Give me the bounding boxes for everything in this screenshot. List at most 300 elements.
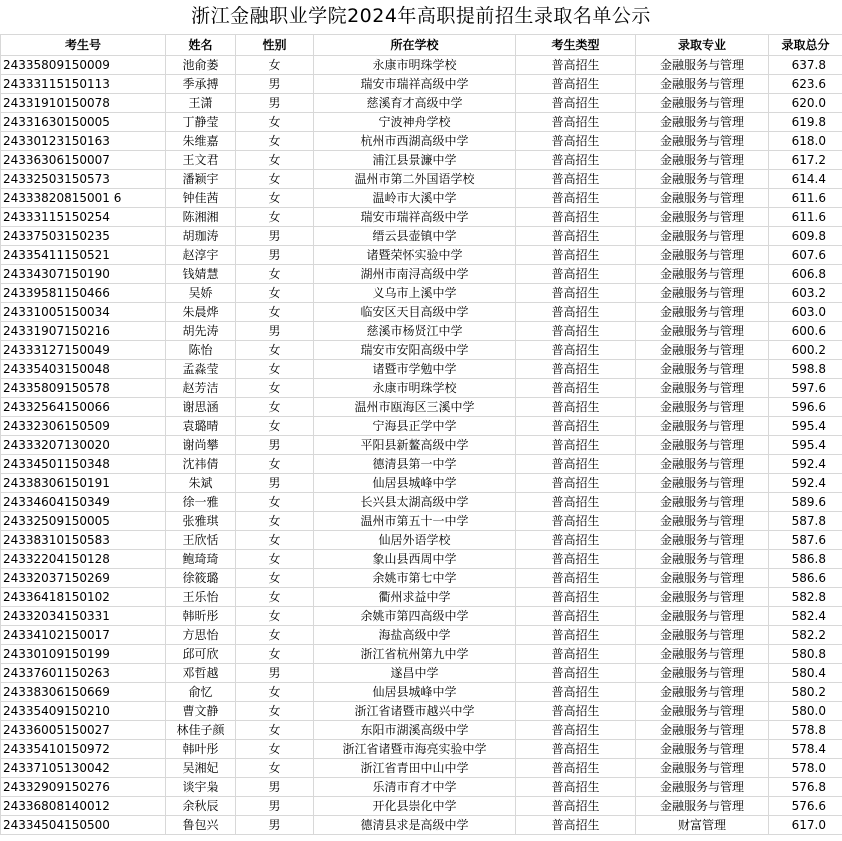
name-cell: 吴湘妃 — [166, 759, 236, 778]
school-cell: 瑞安市瑞祥高级中学 — [314, 208, 516, 227]
major-cell: 金融服务与管理 — [636, 189, 769, 208]
candidate-type-cell: 普高招生 — [516, 531, 636, 550]
school-cell: 平阳县新鳌高级中学 — [314, 436, 516, 455]
score-cell: 578.0 — [769, 759, 842, 778]
school-cell: 衢州求益中学 — [314, 588, 516, 607]
exam-id-cell: 24332204150128 — [1, 550, 166, 569]
name-cell: 丁静莹 — [166, 113, 236, 132]
table-row — [1, 265, 842, 284]
score-cell: 587.6 — [769, 531, 842, 550]
school-cell: 宁波神舟学校 — [314, 113, 516, 132]
exam-id-cell: 24331907150216 — [1, 322, 166, 341]
school-cell: 德清县第一中学 — [314, 455, 516, 474]
col-header-candidate-type: 考生类型 — [516, 35, 636, 56]
candidate-type-cell: 普高招生 — [516, 797, 636, 816]
exam-id-cell: 24331005150034 — [1, 303, 166, 322]
candidate-type-cell: 普高招生 — [516, 398, 636, 417]
exam-id-cell: 24337105130042 — [1, 759, 166, 778]
gender-cell: 女 — [236, 303, 314, 322]
score-cell: 611.6 — [769, 208, 842, 227]
gender-cell: 女 — [236, 493, 314, 512]
gender-cell: 女 — [236, 607, 314, 626]
gender-cell: 女 — [236, 170, 314, 189]
major-cell: 金融服务与管理 — [636, 436, 769, 455]
table-row — [1, 303, 842, 322]
major-cell: 金融服务与管理 — [636, 664, 769, 683]
table-row — [1, 512, 842, 531]
table-row — [1, 683, 842, 702]
name-cell: 吴娇 — [166, 284, 236, 303]
major-cell: 金融服务与管理 — [636, 588, 769, 607]
name-cell: 池俞萎 — [166, 56, 236, 75]
major-cell: 金融服务与管理 — [636, 512, 769, 531]
table-row — [1, 113, 842, 132]
table-row — [1, 664, 842, 683]
name-cell: 邓哲越 — [166, 664, 236, 683]
gender-cell: 女 — [236, 588, 314, 607]
school-cell: 浙江省诸暨市海亮实验中学 — [314, 740, 516, 759]
table-row — [1, 189, 842, 208]
exam-id-cell: 24335809150009 — [1, 56, 166, 75]
name-cell: 谢思涵 — [166, 398, 236, 417]
major-cell: 金融服务与管理 — [636, 683, 769, 702]
table-row — [1, 227, 842, 246]
table-row — [1, 645, 842, 664]
table-row — [1, 360, 842, 379]
exam-id-cell: 24339581150466 — [1, 284, 166, 303]
name-cell: 潘颖宇 — [166, 170, 236, 189]
score-cell: 607.6 — [769, 246, 842, 265]
table-row — [1, 759, 842, 778]
table-row — [1, 170, 842, 189]
gender-cell: 女 — [236, 56, 314, 75]
school-cell: 义乌市上溪中学 — [314, 284, 516, 303]
exam-id-cell: 24335411150521 — [1, 246, 166, 265]
name-cell: 沈祎倩 — [166, 455, 236, 474]
score-cell: 637.8 — [769, 56, 842, 75]
school-cell: 仙居县城峰中学 — [314, 474, 516, 493]
gender-cell: 女 — [236, 512, 314, 531]
major-cell: 金融服务与管理 — [636, 208, 769, 227]
exam-id-cell: 24332306150509 — [1, 417, 166, 436]
major-cell: 金融服务与管理 — [636, 645, 769, 664]
gender-cell: 女 — [236, 721, 314, 740]
score-cell: 617.2 — [769, 151, 842, 170]
table-row — [1, 531, 842, 550]
school-cell: 浙江省诸暨市越兴中学 — [314, 702, 516, 721]
school-cell: 慈溪市杨贤江中学 — [314, 322, 516, 341]
school-cell: 浙江省青田中山中学 — [314, 759, 516, 778]
col-header-gender: 性别 — [236, 35, 314, 56]
gender-cell: 男 — [236, 246, 314, 265]
gender-cell: 女 — [236, 151, 314, 170]
major-cell: 金融服务与管理 — [636, 75, 769, 94]
candidate-type-cell: 普高招生 — [516, 322, 636, 341]
table-row — [1, 816, 842, 835]
table-row — [1, 208, 842, 227]
gender-cell: 男 — [236, 664, 314, 683]
major-cell: 金融服务与管理 — [636, 246, 769, 265]
gender-cell: 女 — [236, 341, 314, 360]
exam-id-cell: 24332909150276 — [1, 778, 166, 797]
major-cell: 金融服务与管理 — [636, 360, 769, 379]
gender-cell: 女 — [236, 189, 314, 208]
name-cell: 王欣恬 — [166, 531, 236, 550]
score-cell: 619.8 — [769, 113, 842, 132]
score-cell: 623.6 — [769, 75, 842, 94]
candidate-type-cell: 普高招生 — [516, 341, 636, 360]
exam-id-cell: 24335409150210 — [1, 702, 166, 721]
table-row — [1, 75, 842, 94]
score-cell: 576.8 — [769, 778, 842, 797]
name-cell: 朱晨烨 — [166, 303, 236, 322]
major-cell: 金融服务与管理 — [636, 284, 769, 303]
major-cell: 金融服务与管理 — [636, 303, 769, 322]
exam-id-cell: 24338310150583 — [1, 531, 166, 550]
table-row — [1, 455, 842, 474]
name-cell: 朱维嘉 — [166, 132, 236, 151]
candidate-type-cell: 普高招生 — [516, 816, 636, 835]
school-cell: 海盐高级中学 — [314, 626, 516, 645]
candidate-type-cell: 普高招生 — [516, 303, 636, 322]
exam-id-cell: 24335809150578 — [1, 379, 166, 398]
table-row — [1, 569, 842, 588]
candidate-type-cell: 普高招生 — [516, 588, 636, 607]
school-cell: 浦江县景濂中学 — [314, 151, 516, 170]
name-cell: 赵淳宇 — [166, 246, 236, 265]
candidate-type-cell: 普高招生 — [516, 113, 636, 132]
candidate-type-cell: 普高招生 — [516, 94, 636, 113]
score-cell: 592.4 — [769, 455, 842, 474]
name-cell: 韩昕彤 — [166, 607, 236, 626]
major-cell: 金融服务与管理 — [636, 740, 769, 759]
table-row — [1, 797, 842, 816]
exam-id-cell: 24334501150348 — [1, 455, 166, 474]
table-row — [1, 588, 842, 607]
major-cell: 金融服务与管理 — [636, 265, 769, 284]
candidate-type-cell: 普高招生 — [516, 493, 636, 512]
school-cell: 温岭市大溪中学 — [314, 189, 516, 208]
school-cell: 临安区天目高级中学 — [314, 303, 516, 322]
candidate-type-cell: 普高招生 — [516, 740, 636, 759]
exam-id-cell: 24336808140012 — [1, 797, 166, 816]
exam-id-cell: 24336005150027 — [1, 721, 166, 740]
candidate-type-cell: 普高招生 — [516, 151, 636, 170]
school-cell: 余姚市第七中学 — [314, 569, 516, 588]
candidate-type-cell: 普高招生 — [516, 208, 636, 227]
major-cell: 金融服务与管理 — [636, 702, 769, 721]
table-row — [1, 702, 842, 721]
gender-cell: 男 — [236, 227, 314, 246]
candidate-type-cell: 普高招生 — [516, 512, 636, 531]
score-cell: 582.2 — [769, 626, 842, 645]
exam-id-cell: 24334307150190 — [1, 265, 166, 284]
table-row — [1, 607, 842, 626]
gender-cell: 女 — [236, 379, 314, 398]
name-cell: 余秋辰 — [166, 797, 236, 816]
table-row — [1, 94, 842, 113]
school-cell: 东阳市湖溪高级中学 — [314, 721, 516, 740]
score-cell: 578.4 — [769, 740, 842, 759]
candidate-type-cell: 普高招生 — [516, 455, 636, 474]
page-title: 浙江金融职业学院2024年高职提前招生录取名单公示 — [191, 5, 651, 27]
exam-id-cell: 24332503150573 — [1, 170, 166, 189]
major-cell: 金融服务与管理 — [636, 322, 769, 341]
name-cell: 袁璐晴 — [166, 417, 236, 436]
table-row — [1, 322, 842, 341]
name-cell: 徐一雅 — [166, 493, 236, 512]
gender-cell: 女 — [236, 645, 314, 664]
candidate-type-cell: 普高招生 — [516, 132, 636, 151]
candidate-type-cell: 普高招生 — [516, 569, 636, 588]
candidate-type-cell: 普高招生 — [516, 265, 636, 284]
name-cell: 胡先涛 — [166, 322, 236, 341]
exam-id-cell: 24331910150078 — [1, 94, 166, 113]
exam-id-cell: 24332034150331 — [1, 607, 166, 626]
score-cell: 589.6 — [769, 493, 842, 512]
exam-id-cell: 24334604150349 — [1, 493, 166, 512]
candidate-type-cell: 普高招生 — [516, 56, 636, 75]
candidate-type-cell: 普高招生 — [516, 664, 636, 683]
gender-cell: 女 — [236, 398, 314, 417]
candidate-type-cell: 普高招生 — [516, 246, 636, 265]
candidate-type-cell: 普高招生 — [516, 645, 636, 664]
gender-cell: 女 — [236, 360, 314, 379]
name-cell: 谈宇枭 — [166, 778, 236, 797]
gender-cell: 女 — [236, 132, 314, 151]
school-cell: 乐清市育才中学 — [314, 778, 516, 797]
exam-id-cell: 24333207130020 — [1, 436, 166, 455]
name-cell: 曹文静 — [166, 702, 236, 721]
major-cell: 金融服务与管理 — [636, 474, 769, 493]
major-cell: 金融服务与管理 — [636, 151, 769, 170]
major-cell: 金融服务与管理 — [636, 113, 769, 132]
name-cell: 王潇 — [166, 94, 236, 113]
major-cell: 金融服务与管理 — [636, 550, 769, 569]
name-cell: 赵芳洁 — [166, 379, 236, 398]
score-cell: 576.6 — [769, 797, 842, 816]
school-cell: 慈溪育才高级中学 — [314, 94, 516, 113]
name-cell: 孟淼莹 — [166, 360, 236, 379]
table-row — [1, 417, 842, 436]
candidate-type-cell: 普高招生 — [516, 550, 636, 569]
school-cell: 诸暨市学勉中学 — [314, 360, 516, 379]
candidate-type-cell: 普高招生 — [516, 626, 636, 645]
gender-cell: 女 — [236, 626, 314, 645]
gender-cell: 女 — [236, 208, 314, 227]
name-cell: 陈怡 — [166, 341, 236, 360]
score-cell: 617.0 — [769, 816, 842, 835]
exam-id-cell: 24336306150007 — [1, 151, 166, 170]
exam-id-cell: 24330109150199 — [1, 645, 166, 664]
name-cell: 胡珈涛 — [166, 227, 236, 246]
name-cell: 林佳子颜 — [166, 721, 236, 740]
major-cell: 金融服务与管理 — [636, 56, 769, 75]
exam-id-cell: 24335403150048 — [1, 360, 166, 379]
score-cell: 596.6 — [769, 398, 842, 417]
gender-cell: 女 — [236, 550, 314, 569]
major-cell: 金融服务与管理 — [636, 227, 769, 246]
score-cell: 614.4 — [769, 170, 842, 189]
major-cell: 财富管理 — [636, 816, 769, 835]
table-row — [1, 379, 842, 398]
school-cell: 德清县求是高级中学 — [314, 816, 516, 835]
score-cell: 580.2 — [769, 683, 842, 702]
gender-cell: 男 — [236, 797, 314, 816]
candidate-type-cell: 普高招生 — [516, 227, 636, 246]
gender-cell: 男 — [236, 778, 314, 797]
exam-id-cell: 24331630150005 — [1, 113, 166, 132]
score-cell: 578.8 — [769, 721, 842, 740]
table-row — [1, 398, 842, 417]
gender-cell: 女 — [236, 417, 314, 436]
col-header-name: 姓名 — [166, 35, 236, 56]
name-cell: 陈湘湘 — [166, 208, 236, 227]
table-row — [1, 626, 842, 645]
score-cell: 609.8 — [769, 227, 842, 246]
major-cell: 金融服务与管理 — [636, 626, 769, 645]
exam-id-cell: 24330123150163 — [1, 132, 166, 151]
score-cell: 606.8 — [769, 265, 842, 284]
school-cell: 温州市瓯海区三溪中学 — [314, 398, 516, 417]
exam-id-cell: 24337503150235 — [1, 227, 166, 246]
name-cell: 王文君 — [166, 151, 236, 170]
school-cell: 瑞安市瑞祥高级中学 — [314, 75, 516, 94]
score-cell: 595.4 — [769, 436, 842, 455]
major-cell: 金融服务与管理 — [636, 341, 769, 360]
exam-id-cell: 24332564150066 — [1, 398, 166, 417]
candidate-type-cell: 普高招生 — [516, 683, 636, 702]
candidate-type-cell: 普高招生 — [516, 379, 636, 398]
exam-id-cell: 24336418150102 — [1, 588, 166, 607]
score-cell: 597.6 — [769, 379, 842, 398]
table-body — [1, 56, 842, 835]
school-cell: 杭州市西湖高级中学 — [314, 132, 516, 151]
header-row — [1, 35, 842, 56]
school-cell: 象山县西周中学 — [314, 550, 516, 569]
name-cell: 鲁包兴 — [166, 816, 236, 835]
table-row — [1, 778, 842, 797]
exam-id-cell: 24338306150669 — [1, 683, 166, 702]
candidate-type-cell: 普高招生 — [516, 778, 636, 797]
name-cell: 徐筱璐 — [166, 569, 236, 588]
major-cell: 金融服务与管理 — [636, 493, 769, 512]
major-cell: 金融服务与管理 — [636, 721, 769, 740]
gender-cell: 女 — [236, 740, 314, 759]
score-cell: 580.4 — [769, 664, 842, 683]
col-header-school: 所在学校 — [314, 35, 516, 56]
candidate-type-cell: 普高招生 — [516, 436, 636, 455]
school-cell: 浙江省杭州第九中学 — [314, 645, 516, 664]
gender-cell: 男 — [236, 94, 314, 113]
exam-id-cell: 24333115150254 — [1, 208, 166, 227]
school-cell: 仙居外语学校 — [314, 531, 516, 550]
name-cell: 王乐怡 — [166, 588, 236, 607]
major-cell: 金融服务与管理 — [636, 607, 769, 626]
exam-id-cell: 24332037150269 — [1, 569, 166, 588]
school-cell: 永康市明珠学校 — [314, 379, 516, 398]
school-cell: 瑞安市安阳高级中学 — [314, 341, 516, 360]
candidate-type-cell: 普高招生 — [516, 474, 636, 493]
name-cell: 钟佳茜 — [166, 189, 236, 208]
gender-cell: 女 — [236, 531, 314, 550]
score-cell: 611.6 — [769, 189, 842, 208]
table-row — [1, 151, 842, 170]
gender-cell: 女 — [236, 759, 314, 778]
school-cell: 宁海县正学中学 — [314, 417, 516, 436]
major-cell: 金融服务与管理 — [636, 170, 769, 189]
candidate-type-cell: 普高招生 — [516, 75, 636, 94]
score-cell: 618.0 — [769, 132, 842, 151]
candidate-type-cell: 普高招生 — [516, 189, 636, 208]
score-cell: 595.4 — [769, 417, 842, 436]
admission-table — [0, 34, 842, 835]
table-row — [1, 721, 842, 740]
score-cell: 598.8 — [769, 360, 842, 379]
table-row — [1, 493, 842, 512]
school-cell: 开化县崇化中学 — [314, 797, 516, 816]
major-cell: 金融服务与管理 — [636, 778, 769, 797]
table-row — [1, 132, 842, 151]
table-row — [1, 740, 842, 759]
candidate-type-cell: 普高招生 — [516, 284, 636, 303]
school-cell: 永康市明珠学校 — [314, 56, 516, 75]
major-cell: 金融服务与管理 — [636, 759, 769, 778]
table-row — [1, 550, 842, 569]
school-cell: 长兴县太湖高级中学 — [314, 493, 516, 512]
score-cell: 600.2 — [769, 341, 842, 360]
score-cell: 600.6 — [769, 322, 842, 341]
gender-cell: 女 — [236, 265, 314, 284]
gender-cell: 女 — [236, 569, 314, 588]
school-cell: 余姚市第四高级中学 — [314, 607, 516, 626]
major-cell: 金融服务与管理 — [636, 94, 769, 113]
exam-id-cell: 24335410150972 — [1, 740, 166, 759]
table-row — [1, 284, 842, 303]
table-row — [1, 341, 842, 360]
exam-id-cell: 24334102150017 — [1, 626, 166, 645]
gender-cell: 男 — [236, 436, 314, 455]
gender-cell: 男 — [236, 816, 314, 835]
exam-id-cell: 24334504150500 — [1, 816, 166, 835]
candidate-type-cell: 普高招生 — [516, 360, 636, 379]
major-cell: 金融服务与管理 — [636, 455, 769, 474]
col-header-exam-id: 考生号 — [1, 35, 166, 56]
school-cell: 温州市第五十一中学 — [314, 512, 516, 531]
name-cell: 张雅琪 — [166, 512, 236, 531]
exam-id-cell: 24338306150191 — [1, 474, 166, 493]
table-row — [1, 246, 842, 265]
name-cell: 朱斌 — [166, 474, 236, 493]
school-cell: 诸暨荣怀实验中学 — [314, 246, 516, 265]
table-row — [1, 474, 842, 493]
school-cell: 温州市第二外国语学校 — [314, 170, 516, 189]
major-cell: 金融服务与管理 — [636, 379, 769, 398]
gender-cell: 男 — [236, 75, 314, 94]
major-cell: 金融服务与管理 — [636, 132, 769, 151]
major-cell: 金融服务与管理 — [636, 398, 769, 417]
name-cell: 俞忆 — [166, 683, 236, 702]
score-cell: 582.4 — [769, 607, 842, 626]
candidate-type-cell: 普高招生 — [516, 607, 636, 626]
name-cell: 鲍琦琦 — [166, 550, 236, 569]
candidate-type-cell: 普高招生 — [516, 721, 636, 740]
name-cell: 谢尚攀 — [166, 436, 236, 455]
score-cell: 592.4 — [769, 474, 842, 493]
name-cell: 方思怡 — [166, 626, 236, 645]
major-cell: 金融服务与管理 — [636, 797, 769, 816]
score-cell: 586.8 — [769, 550, 842, 569]
